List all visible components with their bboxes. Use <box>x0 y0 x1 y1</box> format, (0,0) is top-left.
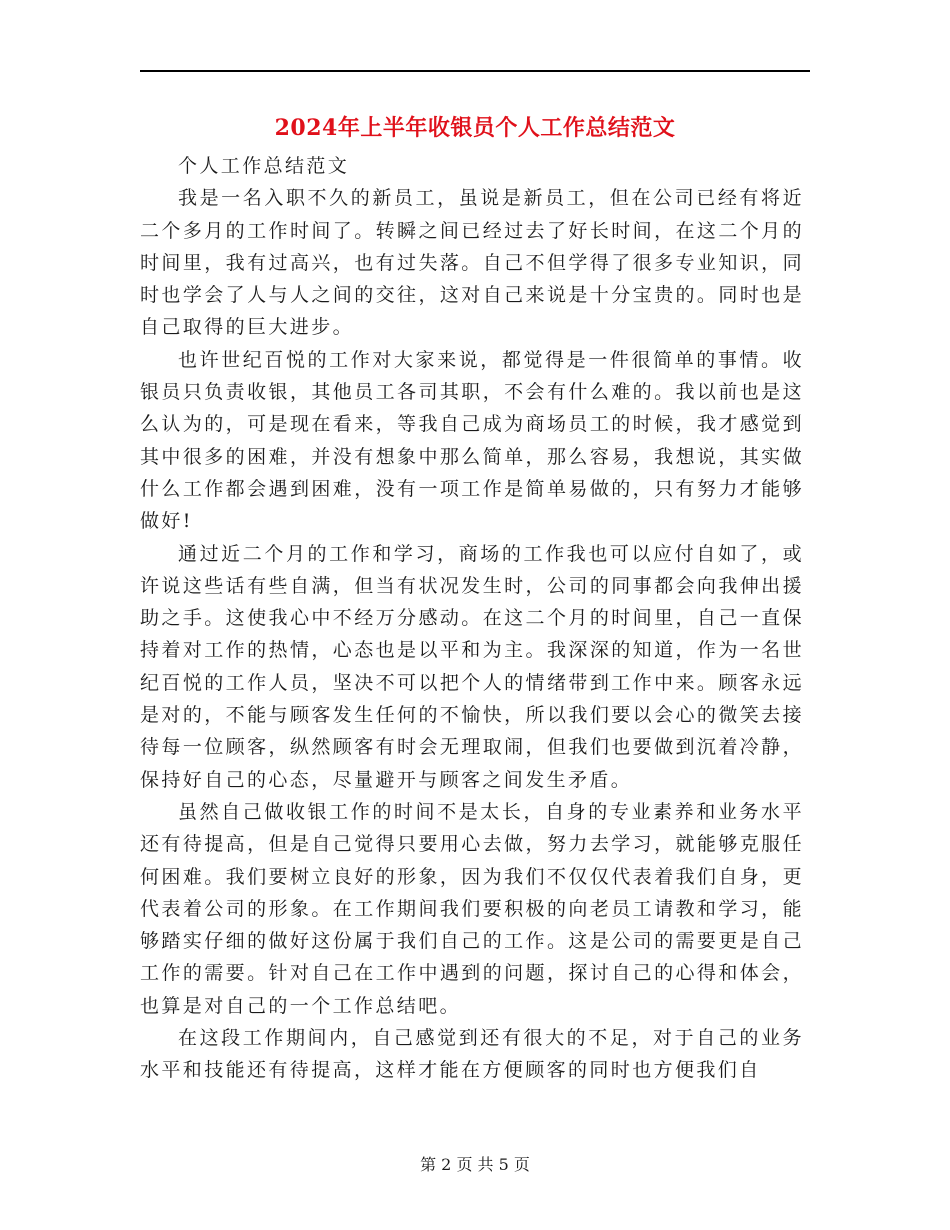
page-number: 第 2 页 共 5 页 <box>420 1155 530 1174</box>
paragraph-subtitle: 个人工作总结范文 <box>178 155 350 177</box>
page-footer <box>0 1153 950 1177</box>
paragraph: 我是一名入职不久的新员工，虽说是新员工，但在公司已经有将近二个多月的工作时间了。转瞬之间已经过去了好长时间，在这二个月的时间里，我有过高兴，也有过失落。自己不但学得了很多专业知识，同时也学会了人与人之间的交往，这对自己来说是十分宝贵的。同时也是自己取得的巨大进步。 <box>140 187 804 339</box>
paragraph: 虽然自己做收银工作的时间不是太长，自身的专业素养和业务水平还有待提高，但是自己觉得只要用心去做，努力去学习，就能够克服任何困难。我们要树立良好的形象，因为我们不仅仅代表着我们自身，更代表着公司的形象。在工作期间我们要积极的向老员工请教和学习，能够踏实仔细的做好这份属于我们自己的工作。这是公司的需要更是自己工作的需要。针对自己在工作中遇到的问题，探讨自己的心得和体会，也算是对自己的一个工作总结吧。 <box>140 800 804 1017</box>
paragraph: 通过近二个月的工作和学习，商场的工作我也可以应付自如了，或许说这些话有些自满，但当有状况发生时，公司的同事都会向我伸出援助之手。这使我心中不经万分感动。在这二个月的时间里，自己一直保持着对工作的热情，心态也是以平和为主。我深深的知道，作为一名世纪百悦的工作人员，坚决不可以把个人的情绪带到工作中来。顾客永远是对的，不能与顾客发生任何的不愉快，所以我们要以会心的微笑去接待每一位顾客，纵然顾客有时会无理取闹，但我们也要做到沉着冷静，保持好自己的心态，尽量避开与顾客之间发生矛盾。 <box>140 542 804 791</box>
header-rule <box>140 70 810 72</box>
paragraph: 在这段工作期间内，自己感觉到还有很大的不足，对于自己的业务水平和技能还有待提高，这样才能在方便顾客的同时也方便我们自 <box>140 1027 804 1082</box>
paragraph: 也许世纪百悦的工作对大家来说，都觉得是一件很简单的事情。收银员只负责收银，其他员工各司其职，不会有什么难的。我以前也是这么认为的，可是现在看来，等我自己成为商场员工的时候，我才感觉到其中很多的困难，并没有想象中那么简单，那么容易，我想说，其实做什么工作都会遇到困难，没有一项工作是简单易做的，只有努力才能够做好! <box>140 348 804 533</box>
document-body <box>140 150 804 1087</box>
document-title: 2024年上半年收银员个人工作总结范文 <box>274 115 676 141</box>
